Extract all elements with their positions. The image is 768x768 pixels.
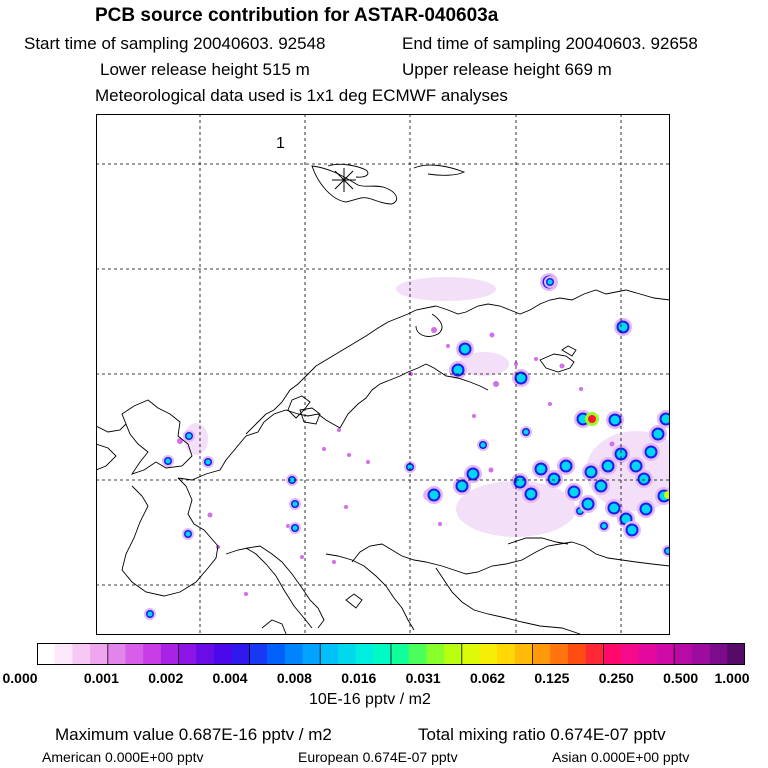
colorbar-tick-label: 0.031 xyxy=(405,670,441,686)
colorbar-cell xyxy=(444,643,462,665)
colorbar-cell xyxy=(480,643,498,665)
colorbar-cell xyxy=(72,643,90,665)
colorbar-cell xyxy=(639,643,657,665)
colorbar-cell xyxy=(249,643,267,665)
colorbar-cell xyxy=(657,643,675,665)
colorbar-tick-label: 0.062 xyxy=(470,670,506,686)
colorbar-tick-label: 0.002 xyxy=(148,670,184,686)
colorbar-tick-label: 0.016 xyxy=(341,670,377,686)
colorbar-cell xyxy=(267,643,285,665)
colorbar-cell xyxy=(462,643,480,665)
colorbar-tick-label: 0.000 xyxy=(2,670,38,686)
colorbar-cell xyxy=(710,643,728,665)
colorbar-cell xyxy=(603,643,621,665)
colorbar-tick-label: 1.000 xyxy=(714,670,750,686)
colorbar-cell xyxy=(196,643,214,665)
colorbar-cell xyxy=(391,643,409,665)
asian-contribution-label: Asian 0.000E+00 pptv xyxy=(552,749,690,765)
colorbar-cell xyxy=(232,643,250,665)
colorbar-cell xyxy=(214,643,232,665)
colorbar-cell xyxy=(161,643,179,665)
colorbar-tick-label: 0.008 xyxy=(276,670,312,686)
colorbar-cell xyxy=(179,643,197,665)
total-mixing-ratio-label: Total mixing ratio 0.674E-07 pptv xyxy=(418,725,666,744)
colorbar-cell xyxy=(303,643,321,665)
plot-title: PCB source contribution for ASTAR-040603a xyxy=(95,5,499,26)
colorbar-cell xyxy=(285,643,303,665)
colorbar-cell xyxy=(426,643,444,665)
colorbar-cell xyxy=(143,643,161,665)
colorbar-cell xyxy=(126,643,144,665)
colorbar-cell xyxy=(90,643,108,665)
colorbar-cell xyxy=(356,643,374,665)
colorbar-cell xyxy=(586,643,604,665)
colorbar-cell xyxy=(533,643,551,665)
colorbar-cell xyxy=(621,643,639,665)
colorbar-cell xyxy=(320,643,338,665)
colorbar-cell xyxy=(550,643,568,665)
maximum-value-label: Maximum value 0.687E-16 pptv / m2 xyxy=(55,725,332,744)
colorbar-cell xyxy=(373,643,391,665)
lower-release-height-label: Lower release height 515 m xyxy=(100,60,310,79)
map-background xyxy=(96,114,670,635)
colorbar-cell xyxy=(692,643,710,665)
colorbar-tick-label: 0.250 xyxy=(598,670,634,686)
american-contribution-label: American 0.000E+00 pptv xyxy=(42,749,204,765)
colorbar-tick-label: 0.125 xyxy=(534,670,570,686)
colorbar-cell xyxy=(497,643,515,665)
colorbar-cell xyxy=(338,643,356,665)
colorbar-tick-label: 0.004 xyxy=(212,670,248,686)
release-site-marker xyxy=(332,168,356,192)
colorbar-cell xyxy=(674,643,692,665)
map-panel xyxy=(96,114,670,635)
colorbar-cell xyxy=(55,643,73,665)
colorbar-unit-label: 10E-16 pptv / m2 xyxy=(309,691,431,708)
colorbar-tick-label: 0.500 xyxy=(663,670,699,686)
european-contribution-label: European 0.674E-07 pptv xyxy=(298,749,458,765)
colorbar-cell xyxy=(409,643,427,665)
marker-label: 1 xyxy=(276,135,285,152)
meteorological-data-label: Meteorological data used is 1x1 deg ECMWF analyses xyxy=(95,86,508,105)
colorbar-cell xyxy=(108,643,126,665)
upper-release-height-label: Upper release height 669 m xyxy=(402,60,612,79)
colorbar-cell xyxy=(568,643,586,665)
end-time-label: End time of sampling 20040603. 92658 xyxy=(402,34,698,53)
start-time-label: Start time of sampling 20040603. 92548 xyxy=(24,34,326,53)
colorbar-cell xyxy=(727,643,745,665)
colorbar-tick-label: 0.001 xyxy=(83,670,119,686)
colorbar-cell xyxy=(515,643,533,665)
colorbar-cell xyxy=(37,643,55,665)
colorbar xyxy=(37,643,745,665)
